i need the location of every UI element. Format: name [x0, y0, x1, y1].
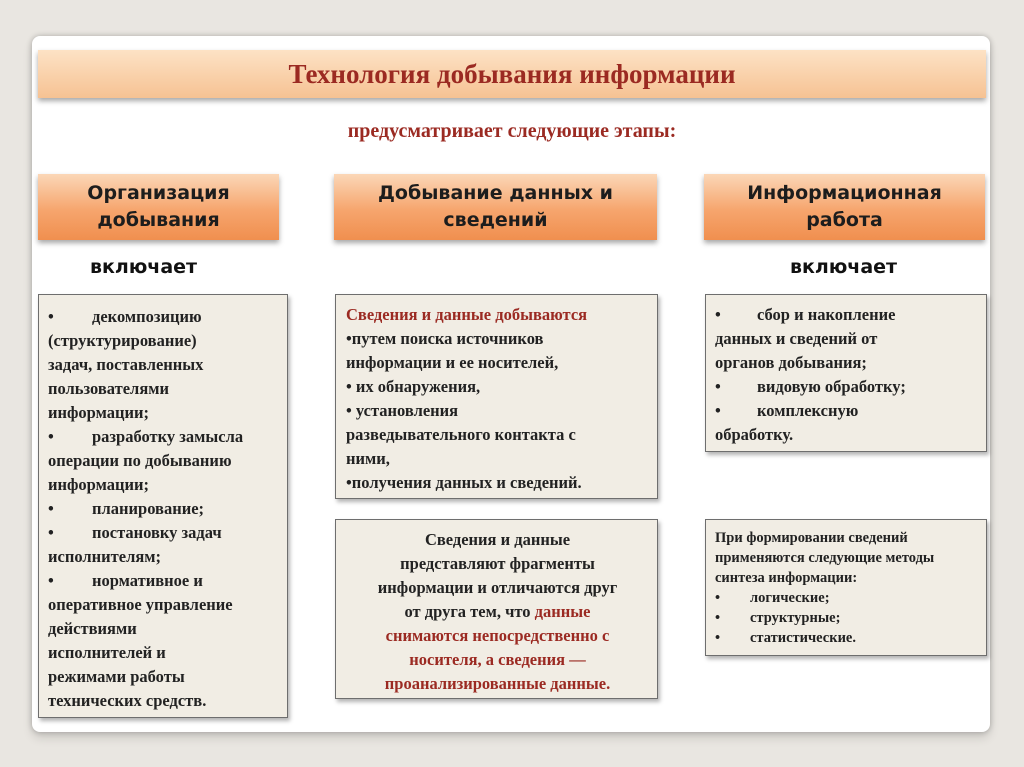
list-item — [715, 608, 978, 628]
acquisition-line: информации и ее носителей, — [346, 353, 559, 372]
list-item-text: обработку. — [715, 425, 794, 444]
stage-1-line2: добывания — [97, 209, 220, 231]
list-item — [48, 521, 279, 569]
stage-3-line1: Информационная — [747, 182, 942, 204]
bullet-icon: • — [715, 305, 721, 324]
stage-data-acquisition — [334, 174, 657, 240]
acquisition-lines — [346, 327, 649, 495]
list-item-text: планирование; — [92, 499, 205, 518]
list-item-text: технических средств. — [48, 691, 207, 710]
acquisition-line: ними, — [346, 449, 390, 468]
acquisition-line: •путем поиска источников — [346, 329, 544, 348]
list-item — [715, 375, 978, 399]
list-item — [48, 425, 279, 497]
acquisition-line: • их обнаружения, — [346, 377, 481, 396]
bullet-icon: • — [715, 377, 721, 396]
note-line: снимаются непосредственно с — [385, 626, 610, 645]
list-item-text: исполнителей и — [48, 643, 166, 662]
list-item-text: (структурирование) — [48, 331, 197, 350]
list-item-text: действиями — [48, 619, 137, 638]
acquisition-line: •получения данных и сведений. — [346, 473, 582, 492]
includes-label-right: включает — [790, 256, 898, 278]
stage-1-line1: Организация — [87, 182, 230, 204]
list-item-text: статистические. — [750, 630, 856, 646]
stage-2-line1: Добывание данных и — [378, 182, 613, 204]
title-bar — [38, 50, 986, 98]
list-item-text: комплексную — [757, 401, 859, 420]
list-item-text: оперативное управление — [48, 595, 233, 614]
list-item-text: декомпозицию — [92, 307, 202, 326]
list-item-text: исполнителям; — [48, 547, 161, 566]
acquisition-line: • установления — [346, 401, 459, 420]
list-item-text: задач, поставленных — [48, 355, 204, 374]
note-line — [346, 600, 649, 624]
note-line: носителя, а сведения — — [409, 650, 586, 669]
acquisition-line: разведывательного контакта с — [346, 425, 576, 444]
synthesis-intro-line: синтеза информации: — [715, 570, 858, 586]
bullet-icon: • — [715, 401, 721, 420]
list-item — [715, 628, 978, 648]
list-item-text: логические; — [750, 590, 830, 606]
list-item-text: режимами работы — [48, 667, 185, 686]
list-item — [715, 399, 978, 447]
synthesis-methods-list — [715, 588, 978, 648]
synthesis-intro-line: При формировании сведений — [715, 530, 908, 546]
list-item-text: операции по добыванию — [48, 451, 232, 470]
organization-list — [48, 305, 279, 713]
organization-list-box — [38, 294, 288, 718]
stage-3-line2: работа — [806, 209, 883, 231]
list-item-text: данных и сведений от — [715, 329, 878, 348]
bullet-icon: • — [48, 427, 54, 446]
list-item-text: постановку задач — [92, 523, 222, 542]
bullet-icon: • — [715, 590, 721, 606]
synthesis-intro-line: применяются следующие методы — [715, 550, 935, 566]
data-vs-info-note — [335, 519, 658, 699]
stage-organization — [38, 174, 279, 240]
bullet-icon: • — [48, 523, 54, 542]
list-item — [48, 305, 279, 425]
list-item-text: сбор и накопление — [757, 305, 896, 324]
list-item-text: разработку замысла — [92, 427, 244, 446]
information-work-list — [715, 303, 978, 447]
list-item-text: информации; — [48, 475, 149, 494]
bullet-icon: • — [48, 571, 54, 590]
list-item — [715, 588, 978, 608]
note-line: представляют фрагменты — [400, 554, 595, 573]
list-item — [715, 303, 978, 375]
stage-information-work — [704, 174, 985, 240]
acquisition-methods-box — [335, 294, 658, 499]
note-text: от друга тем, что — [404, 602, 535, 621]
list-item — [48, 497, 279, 521]
stage-2-line2: сведений — [443, 209, 548, 231]
list-item-text: органов добывания; — [715, 353, 867, 372]
list-item-text: пользователями — [48, 379, 169, 398]
note-highlight: данные — [534, 602, 591, 621]
list-item-text: нормативное и — [92, 571, 203, 590]
note-line: проанализированные данные. — [384, 674, 611, 693]
bullet-icon: • — [715, 610, 721, 626]
bullet-icon: • — [48, 499, 54, 518]
subtitle: предусматривает следующие этапы: — [347, 120, 677, 142]
list-item-text: видовую обработку; — [757, 377, 906, 396]
note-line: Сведения и данные — [424, 530, 571, 549]
information-work-list-box — [705, 294, 987, 452]
list-item-text: структурные; — [750, 610, 841, 626]
note-line: информации и отличаются друг — [377, 578, 618, 597]
includes-label-left: включает — [90, 256, 198, 278]
synthesis-methods-box — [705, 519, 987, 656]
bullet-icon: • — [48, 307, 54, 326]
list-item-text: информации; — [48, 403, 149, 422]
list-item — [48, 569, 279, 713]
bullet-icon: • — [715, 630, 721, 646]
page-title: Технология добывания информации — [288, 58, 736, 89]
synthesis-intro — [715, 528, 978, 588]
acquisition-heading: Сведения и данные добываются — [346, 305, 588, 324]
